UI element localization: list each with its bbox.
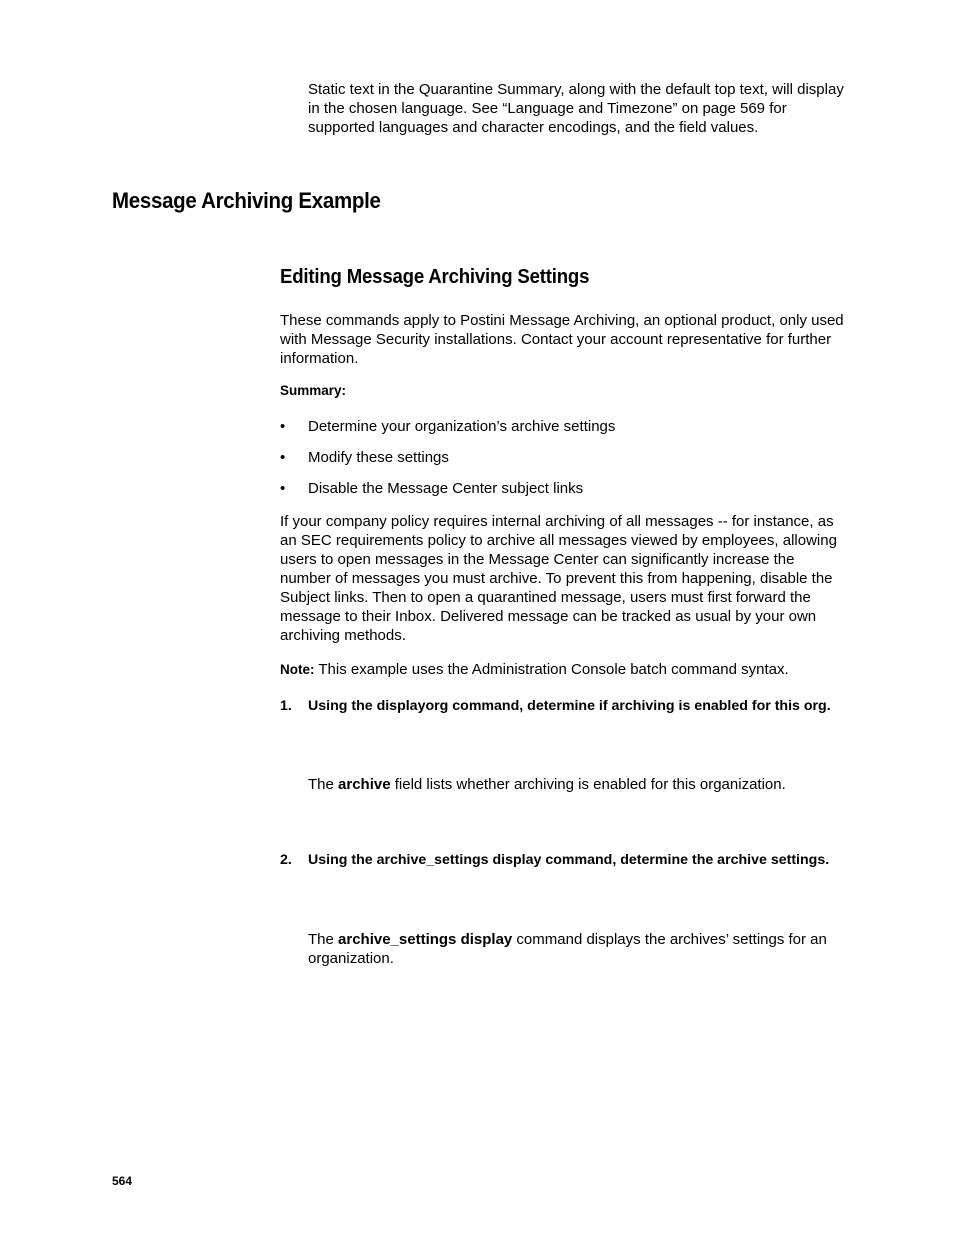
step-1-description — [308, 775, 843, 794]
step-2-description — [308, 930, 843, 968]
step-1 — [280, 697, 848, 716]
list-item-text: Disable the Message Center subject links — [308, 480, 584, 497]
page-number: 564 — [112, 1174, 133, 1188]
step-number: 1. — [280, 698, 292, 714]
list-item-text: Modify these settings — [308, 449, 449, 466]
intro-paragraph: Static text in the Quarantine Summary, along with the default top text, will display in the chosen language. See “Language and Timezone” on page 569 for supported languages and character encodings, and the field values. — [308, 81, 844, 136]
note — [280, 660, 848, 679]
step-instruction: Using the archive_settings display command, determine the archive settings. — [308, 852, 830, 868]
section-title: Message Archiving Example — [112, 188, 381, 213]
command-name: archive_settings display — [338, 931, 513, 948]
bullet-icon: • — [280, 449, 286, 466]
bullet-icon: • — [280, 418, 286, 435]
list-item — [280, 448, 848, 479]
step-instruction: Using the displayorg command, determine if archiving is enabled for this org. — [308, 698, 831, 714]
bullet-icon: • — [280, 480, 286, 497]
summary-label: Summary: — [280, 383, 347, 398]
note-text: This example uses the Administration Console batch command syntax. — [314, 661, 789, 678]
subsection-title: Editing Message Archiving Settings — [280, 266, 590, 288]
summary-list — [280, 417, 848, 510]
list-item — [280, 417, 848, 448]
desc-prefix: The — [308, 776, 339, 793]
step-number: 2. — [280, 852, 292, 868]
intro-description: These commands apply to Postini Message Archiving, an optional product, only used with Message Security installations. Contact your account representative for further information. — [280, 312, 844, 367]
note-label: Note: — [280, 662, 315, 677]
policy-paragraph: If your company policy requires internal archiving of all messages -- for instance, as an SEC requirements policy to archive all messages viewed by employees, allowing users to open messages in the Message Center can significantly increase the number of messages you must archive. To prevent this from happening, disable the Subject links. Then to open a quarantined message, users must first forward the message to their Inbox. Delivered message can be tracked as usual by your own archiving methods. — [280, 513, 837, 644]
step-2 — [280, 851, 848, 870]
list-item-text: Determine your organization’s archive settings — [308, 418, 616, 435]
desc-prefix: The — [308, 931, 339, 948]
command-field-name: archive — [338, 776, 391, 793]
list-item — [280, 479, 848, 510]
desc-suffix: field lists whether archiving is enabled for this organization. — [390, 776, 786, 793]
desc-suffix: command displays the archives’ settings for an organization. — [308, 931, 827, 967]
